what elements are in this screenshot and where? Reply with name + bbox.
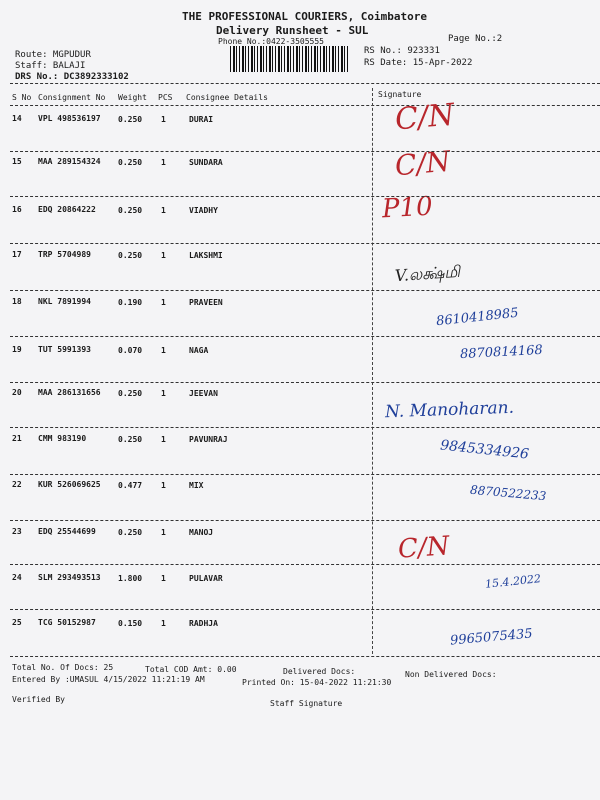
route: Route: MGPUDUR [15,50,91,60]
staff-signature: Staff Signature [270,699,343,708]
row-pcs: 1 [161,388,166,398]
row-divider [10,474,600,475]
row-sno: 19 [12,345,22,354]
row-weight: 0.250 [118,114,143,124]
row-pcs: 1 [161,297,166,307]
rs-number: RS No.: 923331 [364,46,440,56]
row-consignment-number: TCG 50152987 [38,618,96,628]
row-sno: 22 [12,480,22,489]
row-pcs: 1 [161,250,166,260]
header-divider [10,105,600,106]
row-consignee: LAKSHMI [189,251,223,261]
row-sno: 25 [12,618,22,627]
row-weight: 0.070 [118,345,143,355]
row-divider [10,290,600,291]
row-signature: 8870814168 [459,342,544,363]
row-sno: 17 [12,250,22,259]
row-sno: 15 [12,157,22,166]
entered-by: Entered By :UMASUL 4/15/2022 11:21:19 AM [12,675,205,684]
row-divider [10,243,600,244]
column-header-consignment: Consignment No [38,93,106,102]
row-consignment-number: SLM 293493513 [38,573,101,583]
row-signature: 8610418985 [435,305,520,330]
row-consignee: VIADHY [189,206,218,216]
row-pcs: 1 [161,618,166,628]
row-signature: C/N [393,97,456,138]
row-divider [10,564,600,565]
row-pcs: 1 [161,114,166,124]
row-consignee: JEEVAN [189,389,218,399]
row-consignment-number: NKL 7891994 [38,297,91,307]
row-consignment-number: EDQ 25544699 [38,527,96,537]
row-sno: 23 [12,527,22,536]
total-cod: Total COD Amt: 0.00 [145,665,237,674]
page-number: Page No.:2 [448,34,503,44]
row-consignment-number: MAA 286131656 [38,388,101,398]
row-sno: 16 [12,205,22,214]
row-consignment-number: VPL 498536197 [38,114,101,124]
row-signature: 9845334926 [439,437,530,463]
row-divider [10,336,600,337]
row-pcs: 1 [161,205,166,215]
row-divider [10,609,600,610]
row-consignee: PAVUNRAJ [189,435,228,445]
row-pcs: 1 [161,345,166,355]
row-pcs: 1 [161,573,166,583]
verified-by: Verified By [12,695,65,704]
header-divider [10,83,600,84]
phone-number: Phone No.:0422-3505555 [218,37,324,46]
row-consignee: PRAVEEN [189,298,223,308]
row-sno: 14 [12,114,22,123]
runsheet-title: Delivery Runsheet - SUL [216,24,369,37]
company-name: THE PROFESSIONAL COURIERS, Coimbatore [182,10,428,23]
row-signature: 8870522233 [469,482,547,504]
row-weight: 0.250 [118,434,143,444]
row-consignee: DURAI [189,115,214,125]
row-consignee: RADHJA [189,619,218,629]
row-divider [10,427,600,428]
row-weight: 0.250 [118,205,143,215]
row-consignment-number: TRP 5704989 [38,250,91,260]
row-signature: C/N [393,144,452,183]
total-docs: Total No. Of Docs: 25 [12,663,114,672]
footer-divider [10,656,600,657]
row-consignment-number: EDQ 20864222 [38,205,96,215]
row-signature: P10 [381,191,434,225]
printed-on: Printed On: 15-04-2022 11:21:30 [242,678,392,687]
row-pcs: 1 [161,480,166,490]
row-sno: 18 [12,297,22,306]
drs-number: DRS No.: DC3892333102 [15,72,129,82]
signature-column-divider [372,88,373,654]
row-pcs: 1 [161,434,166,444]
row-weight: 1.800 [118,573,143,583]
rs-date: RS Date: 15-Apr-2022 [364,58,473,68]
row-consignee: MIX [189,481,204,491]
row-weight: 0.150 [118,618,143,628]
row-consignment-number: MAA 289154324 [38,157,101,167]
barcode-icon [230,46,348,72]
row-consignee: MANOJ [189,528,214,538]
row-sno: 21 [12,434,22,443]
row-divider [10,382,600,383]
row-divider [10,151,600,152]
column-header-weight: Weight [118,93,147,102]
delivered-docs: Delivered Docs: [283,667,356,676]
row-signature: 9965075435 [449,626,534,649]
row-sno: 24 [12,573,22,582]
row-divider [10,196,600,197]
row-sno: 20 [12,388,22,397]
row-signature: 15.4.2022 [484,572,542,591]
row-signature: V.லக்ஷ்மி [394,261,461,286]
column-header-consignee: Consignee Details [186,93,268,102]
row-weight: 0.250 [118,157,143,167]
row-weight: 0.250 [118,250,143,260]
row-consignee: SUNDARA [189,158,223,168]
column-header-signature: Signature [378,90,422,99]
row-weight: 0.250 [118,527,143,537]
row-consignment-number: TUT 5991393 [38,345,91,355]
row-pcs: 1 [161,527,166,537]
row-divider [10,520,600,521]
non-delivered-docs: Non Delivered Docs: [405,670,497,679]
row-consignment-number: CMM 983190 [38,434,87,444]
row-pcs: 1 [161,157,166,167]
row-signature: C/N [397,531,451,565]
row-weight: 0.250 [118,388,143,398]
row-consignee: NAGA [189,346,209,356]
row-weight: 0.477 [118,480,143,490]
row-signature: N. Manoharan. [384,397,515,423]
row-consignee: PULAVAR [189,574,223,584]
column-header-pcs: PCS [158,93,173,102]
column-header-sno: S No [12,93,32,102]
row-weight: 0.190 [118,297,143,307]
staff: Staff: BALAJI [15,61,86,71]
row-consignment-number: KUR 526069625 [38,480,101,490]
